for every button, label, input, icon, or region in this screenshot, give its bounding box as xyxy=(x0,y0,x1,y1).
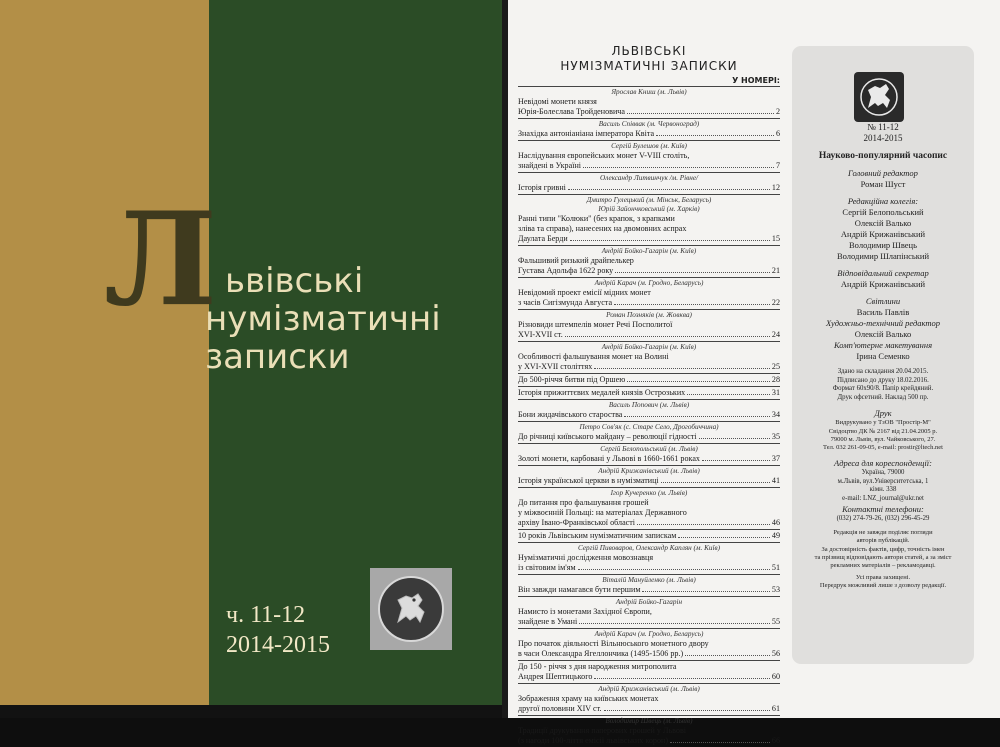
toc-page-number: 61 xyxy=(771,704,780,713)
address-line: Україна, 79000 xyxy=(861,469,905,477)
printer-line: 79000 м. Львів, вул. Чайковського, 27. xyxy=(830,435,936,443)
toc-entry xyxy=(518,683,780,714)
rights-line: Усі права захищені. xyxy=(855,574,911,582)
toc-leader-dots xyxy=(702,454,770,461)
toc-page-number: 49 xyxy=(771,531,780,540)
toc-leader-dots xyxy=(670,736,770,743)
contents-heading: У НОМЕРІ: xyxy=(732,76,780,85)
toc-title-line: Золоті монети, карбовані у Львові в 1660-1661 роках xyxy=(518,454,700,463)
toc-author: Олександр Литвинчук /м. Рівне/ xyxy=(599,174,699,182)
toc-leader-dots xyxy=(627,107,774,114)
toc-title-line: Невідомий проект емісії мідних монет xyxy=(518,288,651,297)
toc-author: Андрій Крижанівський (м. Львів) xyxy=(598,467,700,475)
secretary-role: Відповідальний секретар xyxy=(837,268,929,278)
disclaimer-line: Редакція не завжди поділяє погляди xyxy=(833,529,933,537)
toc-leader-dots xyxy=(594,672,770,679)
toc-entry xyxy=(518,542,780,573)
printer-line: Свідоцтво ДК № 2167 від 21.04.2005 р. xyxy=(828,427,938,435)
toc-title-line: в часи Олександра Ягеллончика (1495-1506 рр.) xyxy=(518,649,684,658)
toc-title-line: знайдене в Умані xyxy=(518,617,578,626)
toc-leader-dots xyxy=(579,617,770,624)
toc-page-number: 25 xyxy=(771,362,780,371)
disclaimer-line: За достовірність фактів, цифр, точність імен xyxy=(821,545,945,553)
toc-title-line: зліва та справа), нанесених на двомовних аспрах xyxy=(518,224,687,233)
journal-title: ЛЬВІВСЬКІ НУМІЗМАТИЧНІ ЗАПИСКИ xyxy=(560,44,738,73)
photo-role: Світлини xyxy=(865,296,901,306)
toc-page-number: 2 xyxy=(775,107,780,116)
lion-icon xyxy=(388,586,434,632)
toc-entry xyxy=(518,245,780,276)
cover-initial-letter: Л xyxy=(104,185,218,335)
toc-page-number: 6 xyxy=(775,129,780,138)
layout-name: Ірина Семенко xyxy=(856,351,910,361)
print-detail: Формат 60х90/8. Папір крейдяний. xyxy=(832,385,934,393)
toc-entry xyxy=(518,86,780,117)
toc-page-number: 53 xyxy=(771,585,780,594)
toc-title-line: з часів Сигізмунда Августа xyxy=(518,298,613,307)
toc-title-line: Даулата Берди xyxy=(518,234,568,243)
toc-title-line: Юрія-Болеслава Тройденовича xyxy=(518,107,625,116)
print-detail: Друк офсетний. Наклад 500 пр. xyxy=(837,393,929,401)
cover-title-line: нумізматичні xyxy=(205,299,441,339)
toc-leader-dots xyxy=(656,129,774,136)
toc-page-number: 66 xyxy=(771,736,780,745)
toc-author: Андрій Бойко-Гагарін (м. Київ) xyxy=(601,343,697,351)
toc-title-line: Особливості фальшування монет на Волині xyxy=(518,352,669,361)
toc-author: Ігор Кучеренко (м. Львів) xyxy=(610,489,688,497)
contents-list xyxy=(518,86,780,746)
layout-role: Комп'ютерне макетування xyxy=(833,340,933,350)
toc-leader-dots xyxy=(568,183,770,190)
toc-author: Дмитро Гулецький (м. Мінськ, Беларусь) xyxy=(586,196,712,204)
toc-entry xyxy=(518,373,780,385)
toc-entry xyxy=(518,194,780,244)
toc-author: Сергій Булешов (м. Київ) xyxy=(611,142,687,150)
editor-role: Головний редактор xyxy=(848,168,918,178)
toc-entry xyxy=(518,628,780,659)
toc-title-line: (з нагоди 100-ліття емісії львівських корон) xyxy=(518,736,669,745)
toc-entry xyxy=(518,277,780,308)
cover-volume xyxy=(226,600,330,660)
toc-page-number: 24 xyxy=(771,330,780,339)
toc-title-line: із світовим ім'ям xyxy=(518,563,576,572)
toc-author: Сергій Пивоваров, Олександр Каплян (м. Київ) xyxy=(577,544,720,552)
toc-author: Василь Попович (м. Львів) xyxy=(608,401,690,409)
toc-author: Володимир Швець (м. Львів) xyxy=(605,717,693,725)
toc-page-number: 7 xyxy=(775,161,780,170)
board-member: Володимир Шлапінський xyxy=(836,251,930,261)
toc-title-line: Традиції друкування паперових грошей у Львові xyxy=(518,726,687,735)
toc-entry xyxy=(518,529,780,541)
toc-entry xyxy=(518,140,780,171)
journal-genre: Науково-популярний часопис xyxy=(818,151,948,161)
toc-author: Петро Сов'як (с. Старе Село, Дрогобиччина) xyxy=(579,423,719,431)
toc-title-line: Бони жидачівського староства xyxy=(518,410,623,419)
front-cover xyxy=(0,0,502,718)
toc-leader-dots xyxy=(627,375,770,382)
toc-title-line: знайдені в Україні xyxy=(518,161,582,170)
toc-page-number: 15 xyxy=(771,234,780,243)
toc-title-line: Знахідка антоніаніана імператора Квіта xyxy=(518,129,655,138)
toc-page-number: 35 xyxy=(771,432,780,441)
toc-leader-dots xyxy=(614,298,770,305)
imprint-body xyxy=(792,122,974,591)
toc-author: Андрій Крижанівський (м. Львів) xyxy=(598,685,700,693)
toc-title-line: До 500-річчя битви під Оршею xyxy=(518,375,626,384)
table-of-contents xyxy=(518,44,780,747)
toc-title-line: у XVI-XVII століттях xyxy=(518,362,593,371)
disclaimer-line: авторів публікацій. xyxy=(856,537,910,545)
toc-title-line: Наслідування європейських монет V-VIII століть, xyxy=(518,151,690,160)
toc-author: Андрій Бойко-Гагарін xyxy=(615,598,683,606)
toc-author: Ярослав Книш (м. Львів) xyxy=(611,88,687,96)
imprint-panel xyxy=(792,46,974,664)
printer-line: Видрукувано у ТзОВ "Простір-М" xyxy=(835,419,931,427)
toc-author: Юрій Зайончковський (м. Харків) xyxy=(598,205,700,213)
toc-title-line: архіву Івано-Франківської області xyxy=(518,518,636,527)
toc-author: Віталій Мануйленко (м. Львів) xyxy=(602,576,696,584)
toc-entry xyxy=(518,118,780,139)
toc-leader-dots xyxy=(624,410,770,417)
toc-entry xyxy=(518,487,780,528)
toc-page-number: 51 xyxy=(771,563,780,572)
toc-leader-dots xyxy=(615,266,770,273)
toc-leader-dots xyxy=(583,161,774,168)
print-detail: Підписано до друку 18.02.2016. xyxy=(837,376,929,384)
toc-entry xyxy=(518,465,780,486)
board-role: Редакційна колегія: xyxy=(847,196,919,206)
toc-page-number: 46 xyxy=(771,518,780,527)
lion-seal-emblem xyxy=(370,568,452,650)
printer-line: Тел. 032 261-09-05, e-mail: prostir@ltech.net xyxy=(823,443,943,451)
toc-title-line: у міжвоєнній Польщі: на матеріалах Державного xyxy=(518,508,687,517)
toc-title-line: Густава Адольфа 1622 року xyxy=(518,266,614,275)
board-member: Олексій Валько xyxy=(854,218,912,228)
toc-entry xyxy=(518,399,780,420)
toc-title-line: До річниці київського майдану – революції гідності xyxy=(518,432,697,441)
toc-leader-dots xyxy=(594,362,770,369)
rights-line: Передрук можливий лише з дозволу редакції. xyxy=(819,582,947,590)
toc-page-number: 55 xyxy=(771,617,780,626)
address-line: м.Львів, вул.Університетська, 1 xyxy=(837,477,929,485)
toc-entry xyxy=(518,309,780,340)
toc-title-line: Про початок діяльності Вільнюського монетного двору xyxy=(518,639,709,648)
toc-author: Василь Співвак (м. Червоноград) xyxy=(598,120,700,128)
lion-icon xyxy=(859,77,899,117)
cover-gold-band xyxy=(0,0,209,705)
toc-entry xyxy=(518,715,780,746)
toc-title-line: Ранні типи "Колюки" (без крапок, з крапками xyxy=(518,214,675,223)
art-role: Художньо-технічний редактор xyxy=(825,318,941,328)
toc-title-line: Намисто із монетами Західної Європи, xyxy=(518,607,652,616)
toc-entry xyxy=(518,660,780,682)
toc-entry xyxy=(518,341,780,372)
toc-author: Роман Позняків (м. Жовква) xyxy=(606,311,692,319)
toc-page-number: 60 xyxy=(771,672,780,681)
toc-author: Андрій Карач (м. Гродно, Беларусь) xyxy=(594,279,704,287)
toc-page-number: 28 xyxy=(771,375,780,384)
toc-title-line: Історія гривні xyxy=(518,183,566,192)
toc-title-line: Андрея Шептицького xyxy=(518,672,593,681)
toc-title-line: Історія української церкви в нумізматиці xyxy=(518,476,659,485)
toc-entry xyxy=(518,172,780,193)
secretary-name: Андрій Крижанівський xyxy=(840,279,926,289)
toc-title-line: Зображення храму на київських монетах xyxy=(518,694,659,703)
photo-name: Василь Павлів xyxy=(856,307,910,317)
toc-page-number: 41 xyxy=(771,476,780,485)
cover-volume-number: ч. 11-12 xyxy=(226,602,306,628)
email-line: e-mail: LNZ_journal@ukr.net xyxy=(842,494,924,502)
toc-title-line: Різновиди штемпелів монет Речі Посполитої xyxy=(518,320,673,329)
toc-entry xyxy=(518,421,780,442)
toc-leader-dots xyxy=(565,330,770,337)
toc-page-number: 37 xyxy=(771,454,780,463)
cover-title-line: записки xyxy=(205,337,350,377)
cover-title xyxy=(205,262,500,376)
toc-author: Сергій Белопольський (м. Львів) xyxy=(600,445,698,453)
toc-page-number: 21 xyxy=(771,266,780,275)
issue-years: 2014-2015 xyxy=(863,133,903,143)
toc-title-line: 10 років Львівським нумізматичним запискам xyxy=(518,531,677,540)
board-member: Андрій Крижанівський xyxy=(840,229,926,239)
toc-leader-dots xyxy=(678,531,770,538)
toc-title-line: XVI-XVII ст. xyxy=(518,330,563,339)
cover-title-line: ьвівські xyxy=(225,261,364,301)
board-member: Сергій Белопольський xyxy=(842,207,924,217)
toc-entry xyxy=(518,596,780,627)
toc-leader-dots xyxy=(570,234,770,241)
toc-entry xyxy=(518,574,780,595)
toc-title-line: До питання про фальшування грошей xyxy=(518,498,649,507)
toc-page-number: 34 xyxy=(771,410,780,419)
toc-leader-dots xyxy=(604,704,770,711)
toc-leader-dots xyxy=(699,432,770,439)
art-name: Олексій Валько xyxy=(854,329,912,339)
toc-title-line: Фальшивий ризький драйпелькер xyxy=(518,256,634,265)
toc-page-number: 31 xyxy=(771,388,780,397)
toc-leader-dots xyxy=(687,388,770,395)
toc-page-number: 56 xyxy=(771,649,780,658)
toc-title-line: До 150 - річчя з дня народження митрополита xyxy=(518,662,677,671)
editor-name: Роман Шуст xyxy=(860,179,906,189)
issue-number: № 11-12 xyxy=(867,122,899,132)
toc-author: Андрій Карач (м. Гродно, Беларусь) xyxy=(594,630,704,638)
phones-heading: Контактні телефони: xyxy=(842,503,924,514)
journal-logo xyxy=(854,72,904,122)
disclaimer-line: та прізвищ відповідають автори статей, а за зміст xyxy=(814,553,952,561)
printer-heading: Друк xyxy=(874,408,892,419)
toc-title-line: Історія прижиттєвих медалей князів Острозьких xyxy=(518,388,686,397)
toc-leader-dots xyxy=(578,563,770,570)
address-line: кімн. 338 xyxy=(869,486,897,494)
print-detail: Здано на складання 20.04.2015. xyxy=(837,368,929,375)
toc-leader-dots xyxy=(685,649,770,656)
phones: (032) 274-79-26, (032) 296-45-29 xyxy=(836,514,930,522)
address-heading: Адреса для кореспонденції: xyxy=(834,458,932,469)
toc-title-line: Він завжди намагався бути першим xyxy=(518,585,641,594)
cover-volume-years: 2014-2015 xyxy=(226,632,330,658)
toc-title-line: Нумізматичні дослідження мовознавця xyxy=(518,553,654,562)
toc-leader-dots xyxy=(642,585,769,592)
board-member: Володимир Швець xyxy=(849,240,917,250)
toc-leader-dots xyxy=(637,518,770,525)
toc-entry xyxy=(518,443,780,464)
toc-page-number: 12 xyxy=(771,183,780,192)
toc-title-line: другої половини XIV ст. xyxy=(518,704,602,713)
toc-title-line: Невідомі монети князя xyxy=(518,97,597,106)
toc-leader-dots xyxy=(661,476,770,483)
toc-author: Андрій Бойко-Гагарін (м. Київ) xyxy=(601,247,697,255)
toc-page-number: 22 xyxy=(771,298,780,307)
disclaimer-line: рекламних матеріалів – рекламодавці. xyxy=(830,561,936,569)
contents-page xyxy=(508,0,1000,745)
toc-entry xyxy=(518,386,780,398)
